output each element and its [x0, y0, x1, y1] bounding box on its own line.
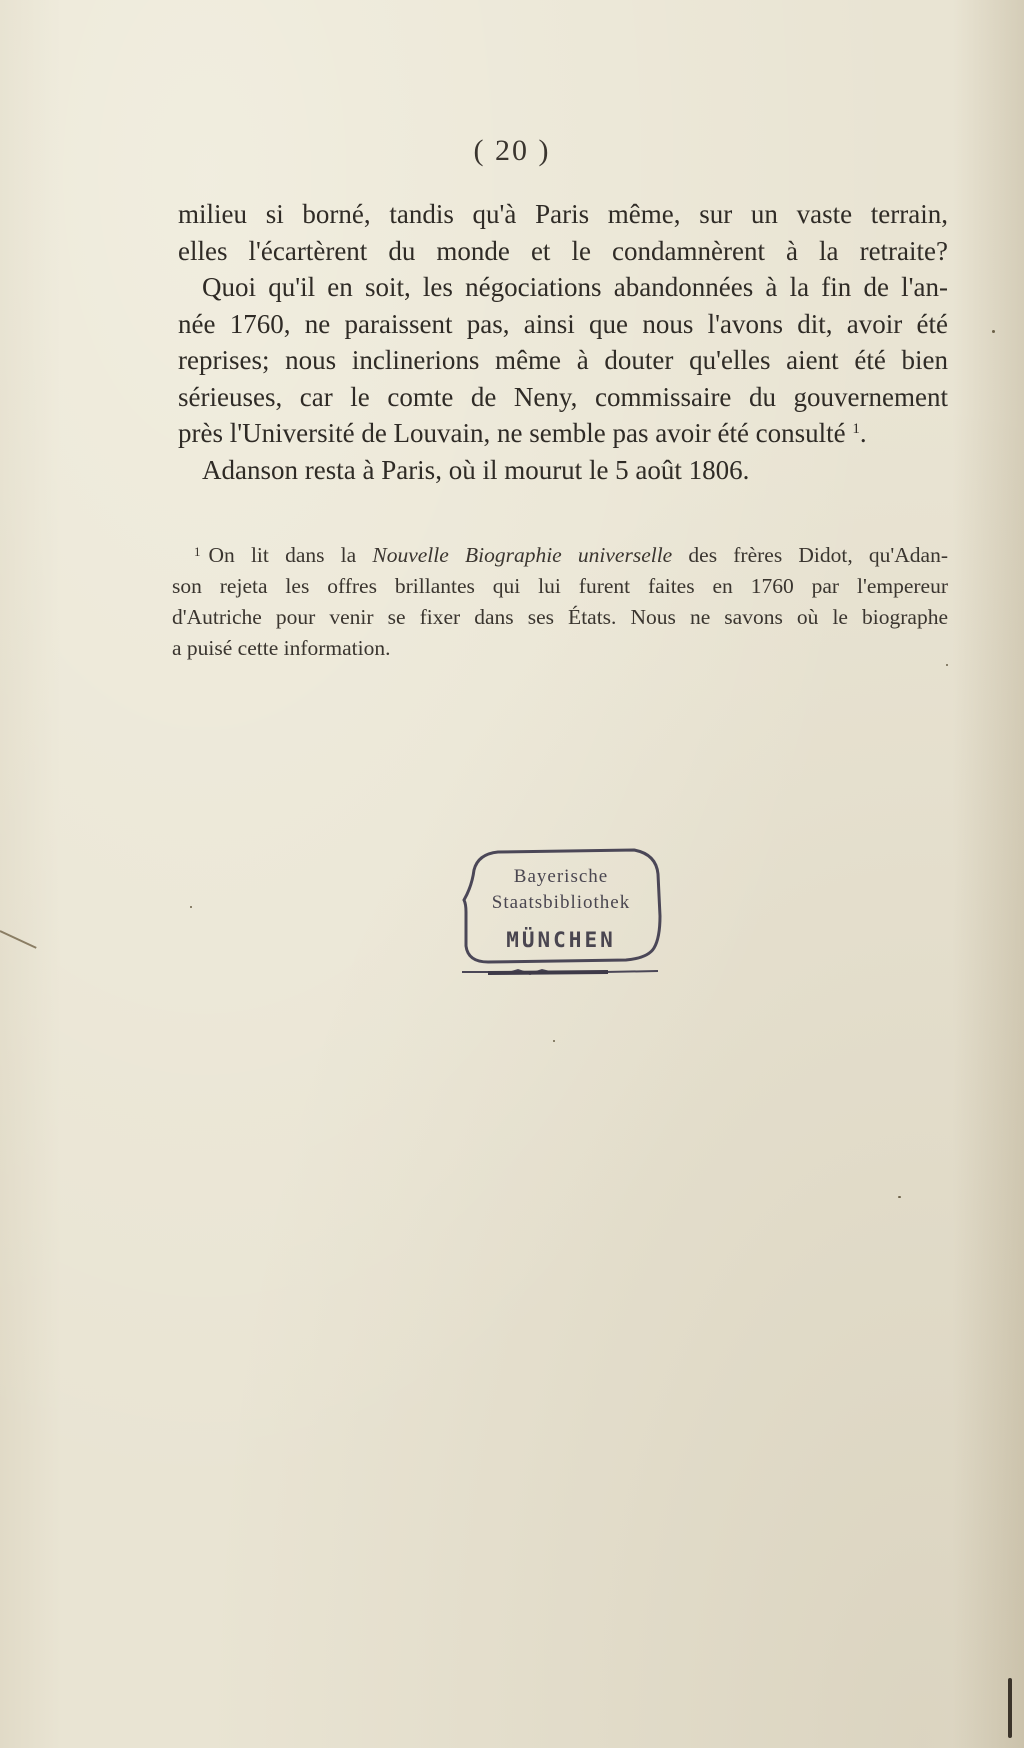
- footnote-line: [172, 540, 948, 571]
- footnote-line: d'Autriche pour venir se fixer dans ses États. Nous ne savons où le biographe: [172, 605, 948, 629]
- paper-speck: [553, 1040, 555, 1042]
- stamp-line: MÜNCHEN: [506, 928, 616, 952]
- stamp-line: Staatsbibliothek: [491, 892, 631, 913]
- footnote-line: a puisé cette information.: [172, 636, 391, 660]
- paper-speck: [992, 330, 995, 333]
- footnote-text: des frères Didot, qu'Adan-: [672, 543, 949, 567]
- page-number: ( 20 ): [473, 134, 551, 167]
- body-line: sérieuses, car le comte de Neny, commissaire du gouvernement: [178, 381, 948, 412]
- body-line: elles l'écartèrent du monde et le condamnèrent à la retraite?: [178, 235, 948, 266]
- body-line: reprises; nous inclinerions même à douter qu'elles aient été bien: [178, 345, 948, 375]
- body-line: milieu si borné, tandis qu'à Paris même, sur un vaste terrain,: [178, 199, 948, 229]
- body-text: [178, 196, 948, 488]
- paper-speck: [946, 664, 948, 666]
- footnote-reference: 1: [852, 421, 860, 437]
- stamp-line: Bayerische: [513, 866, 609, 887]
- paper-speck: [190, 906, 192, 908]
- footnote-text: On lit dans la: [208, 543, 373, 567]
- body-line: Quoi qu'il en soit, les négociations abandonnées à la fin de l'an-: [202, 272, 948, 302]
- footnote: [172, 540, 948, 664]
- footnote-book-title: Nouvelle Biographie universelle: [372, 543, 673, 567]
- library-stamp: [458, 846, 664, 976]
- paper-speck: [898, 1196, 901, 1198]
- footnote-marker: 1: [194, 544, 201, 559]
- footnote-line: son rejeta les offres brillantes qui lui furent faites en 1760 par l'empereur: [172, 574, 948, 598]
- body-line: née 1760, ne paraissent pas, ainsi que nous l'avons dit, avoir été: [178, 308, 948, 339]
- body-line: Adanson resta à Paris, où il mourut le 5 août 1806.: [202, 454, 750, 485]
- body-line-text: près l'Université de Louvain, ne semble pas avoir été consulté: [178, 418, 846, 448]
- page-edge-mark: [0, 930, 37, 949]
- page-edge-mark: [1008, 1678, 1012, 1738]
- body-line: près l'Université de Louvain, ne semble pas avoir été consulté $^1$.: [178, 418, 867, 448]
